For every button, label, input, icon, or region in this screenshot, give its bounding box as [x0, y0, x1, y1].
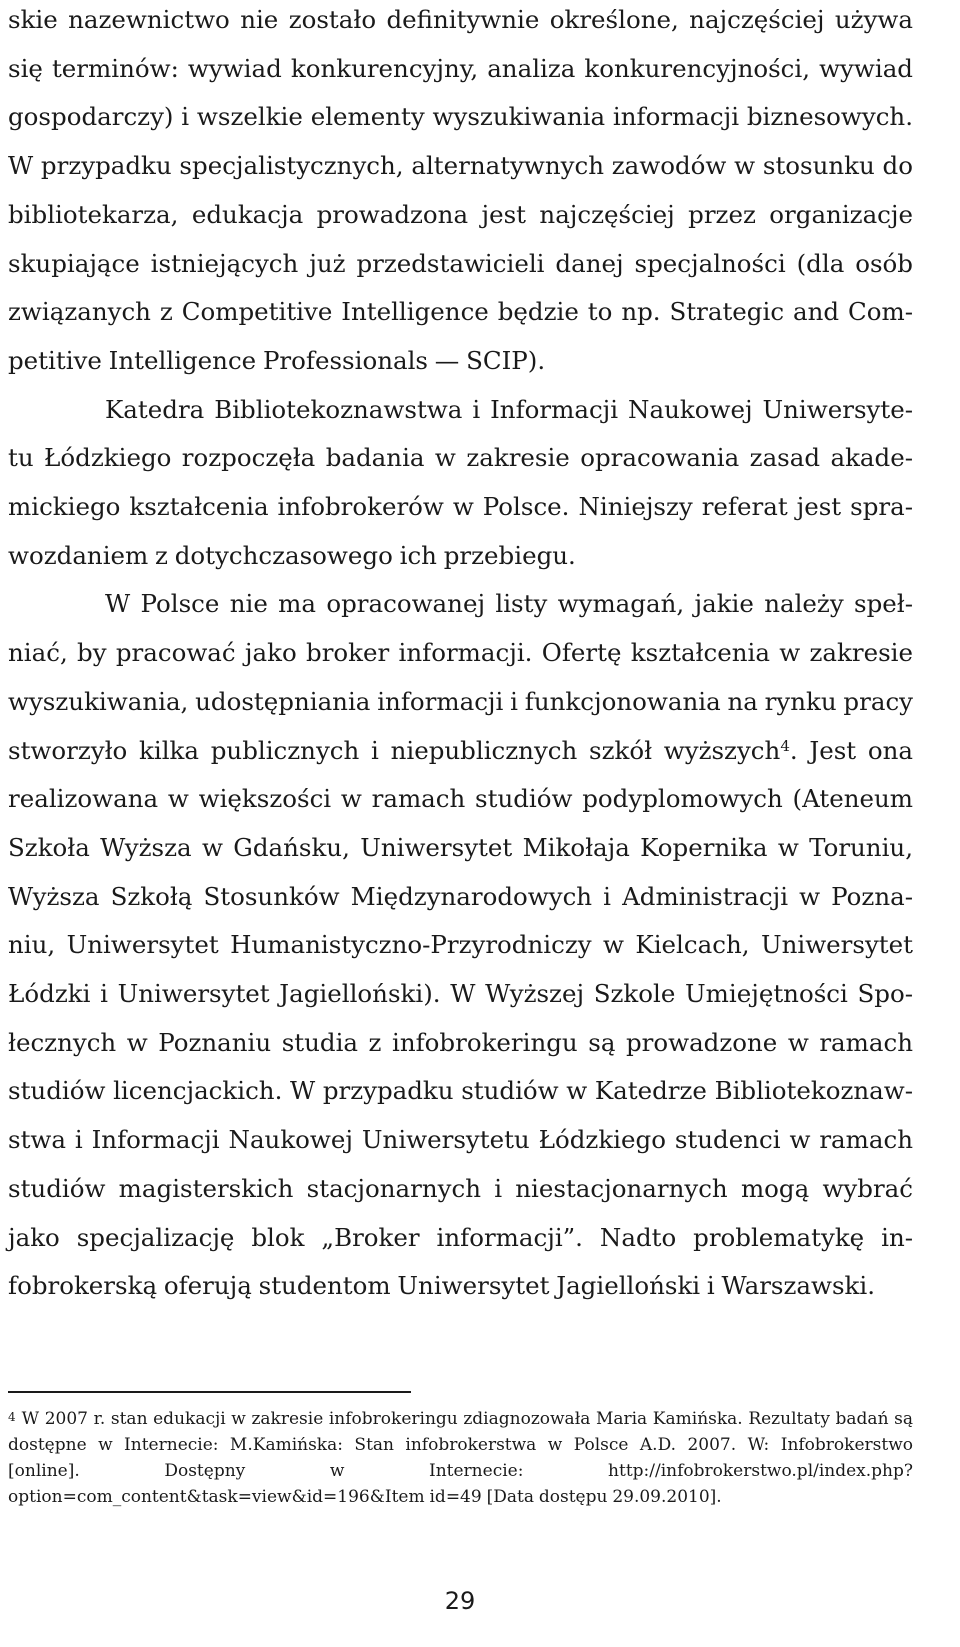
- footnote: [8, 1404, 913, 1510]
- page-body: [8, 0, 913, 1311]
- footnote-reference[interactable]: 4: [780, 736, 790, 755]
- page-number: 29: [444, 1587, 476, 1615]
- paragraph-text-after: . Jest ona realizowana w większości w ramach studiów podyplomowych (Ateneum Szkoła Wyższa w Gdańsku, Uniwersytet Mikołaja Kopernika w Toruniu, Wyższa Szkołą Stosunków Międzynarodowych i Administracji w Poznaniu, Uniwersytet Humanistyczno-Przyrodniczy w Kielcach, Uniwersytet Łódzki i Uniwersytet Jagielloński). W Wyższej Szkole Umiejętności Społecznych w Poznaniu studia z infobrokeringu są prowadzone w ramach studiów licencjackich. W przypadku studiów w Katedrze Bibliotekoznawstwa i Informacji Naukowej Uniwersytetu Łódzkiego studenci w ramach studiów magisterskich stacjonarnych i niestacjonarnych mogą wybrać jako specjalizację blok „Broker informacji”. Nadto problematykę infobrokerską oferują studentom Uniwersytet Jagielloński i Warszawski.: [8, 735, 913, 1301]
- paragraph-katedra: Katedra Bibliotekoznawstwa i Informacji Naukowej Uniwersytetu Łódzkiego rozpoczęła badania w zakresie opracowania zasad akademickiego kształcenia infobrokerów w Polsce. Niniejszy referat jest sprawozdaniem z dotychczasowego ich przebiegu.: [8, 394, 913, 570]
- paragraph-continued: skie nazewnictwo nie zostało definitywnie określone, najczęściej używa się terminów: wywiad konkurencyjny, analiza konkurencyjności, wywiad gospodarczy) i wszelkie elementy wyszukiwania informacji biznesowych. W przypadku specjalistycznych, alternatywnych zawodów w stosunku do bibliotekarza, edukacja prowadzona jest najczęściej przez organizacje skupiające istniejących już przedstawicieli danej specjalności (dla osób związanych z Competitive Intelligence będzie to np. Strategic and Competitive Intelligence Professionals — SCIP).: [8, 5, 913, 375]
- footnote-text: W 2007 r. stan edukacji w zakresie infobrokeringu zdiagnozowała Maria Kamińska. Rezultaty badań są dostępne w Internecie: M.Kamińska: Stan infobrokerstwa w Polsce A.D. 2007. W: Infobrokerstwo [online]. Dostępny w Internecie: http://infobrokerstwo.pl/index.php?option=com_content&task=view&id=196&Item id=49 [Data dostępu 29.09.2010].: [8, 1409, 913, 1507]
- paragraph-polsce: [8, 580, 913, 1311]
- footnote-separator: [8, 1391, 411, 1393]
- paragraph-text-before: W Polsce nie ma opracowanej listy wymagań, jakie należy spełniać, by pracować jako broker informacji. Ofertę kształcenia w zakresie wyszukiwania, udostępniania informacji i funkcjonowania na rynku pracy stworzyło kilka publicznych i niepublicznych szkół wyższych: [8, 589, 913, 765]
- footnote-number: 4: [8, 1410, 16, 1424]
